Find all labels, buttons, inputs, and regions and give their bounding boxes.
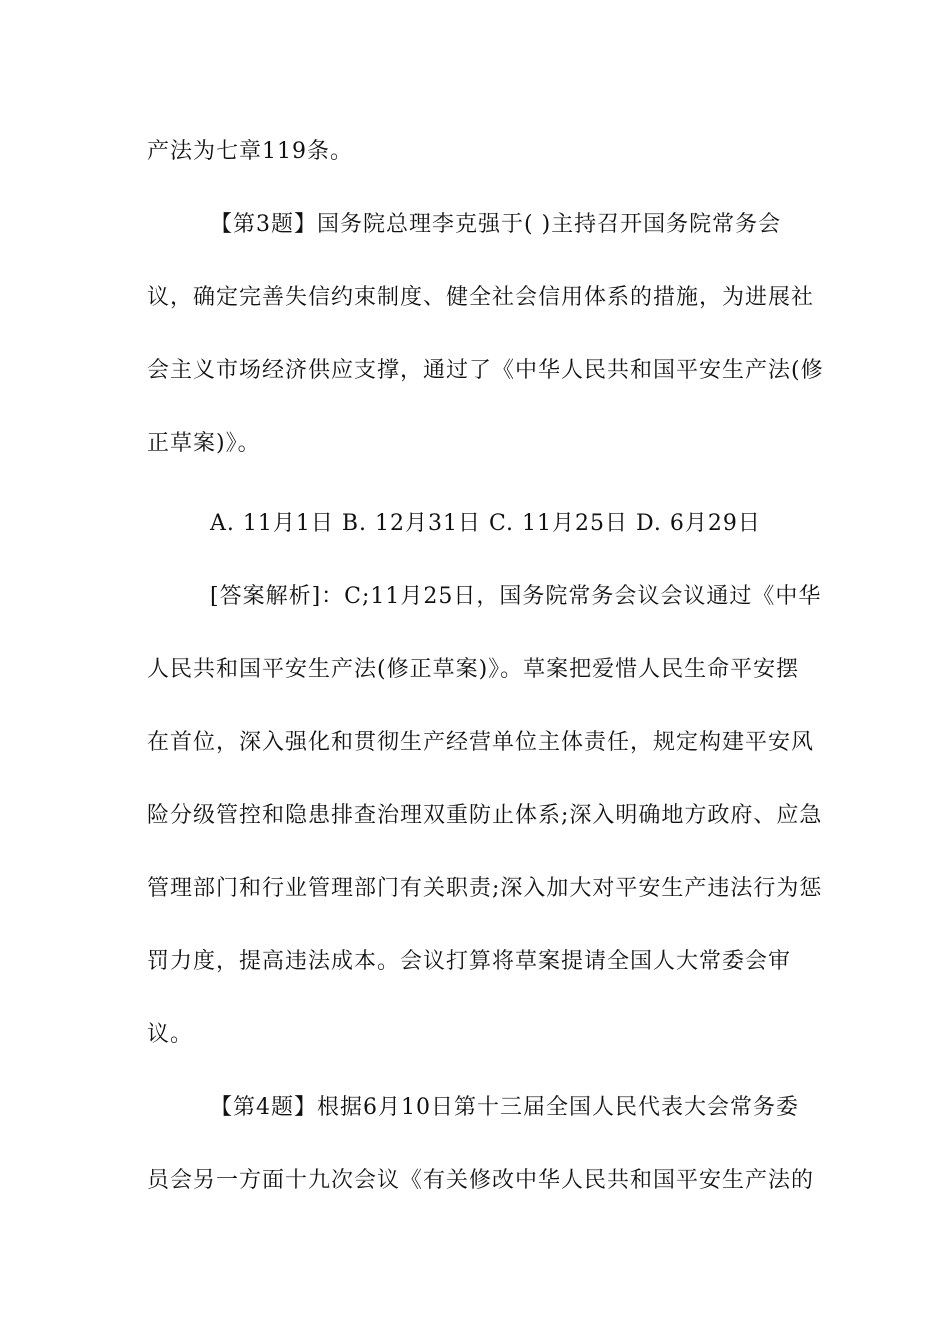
text-line: 员会另一方面十九次会议《有关修改中华人民共和国平安生产法的 bbox=[147, 1168, 815, 1193]
text-line: 产法为七章119条。 bbox=[147, 139, 353, 164]
text-line: 在首位，深入强化和贯彻生产经营单位主体责任，规定构建平安风 bbox=[147, 730, 815, 755]
text-line: 罚力度，提高违法成本。会议打算将草案提请全国人大常委会审 bbox=[147, 949, 792, 974]
text-line: 议。 bbox=[147, 1022, 194, 1047]
text-line: 人民共和国平安生产法(修正草案)》。草案把爱惜人民生命平安摆 bbox=[147, 657, 800, 682]
answer-explanation: [答案解析]：C;11月25日，国务院常务会议会议通过《中华 bbox=[210, 584, 822, 609]
question-4-heading: 【第4题】根据6月10日第十三届全国人民代表大会常务委 bbox=[210, 1095, 799, 1120]
text-line: 正草案)》。 bbox=[147, 431, 261, 456]
text-line: 议，确定完善失信约束制度、健全社会信用体系的措施，为进展社 bbox=[147, 285, 815, 310]
question-3-heading: 【第3题】国务院总理李克强于( )主持召开国务院常务会 bbox=[210, 212, 782, 237]
text-line: 管理部门和行业管理部门有关职责;深入加大对平安生产违法行为惩 bbox=[147, 876, 823, 901]
text-line: 险分级管控和隐患排查治理双重防止体系;深入明确地方政府、应急 bbox=[147, 803, 823, 828]
answer-options: A. 11月1日 B. 12月31日 C. 11月25日 D. 6月29日 bbox=[210, 511, 761, 536]
text-line: 会主义市场经济供应支撑，通过了《中华人民共和国平安生产法(修 bbox=[147, 358, 824, 383]
